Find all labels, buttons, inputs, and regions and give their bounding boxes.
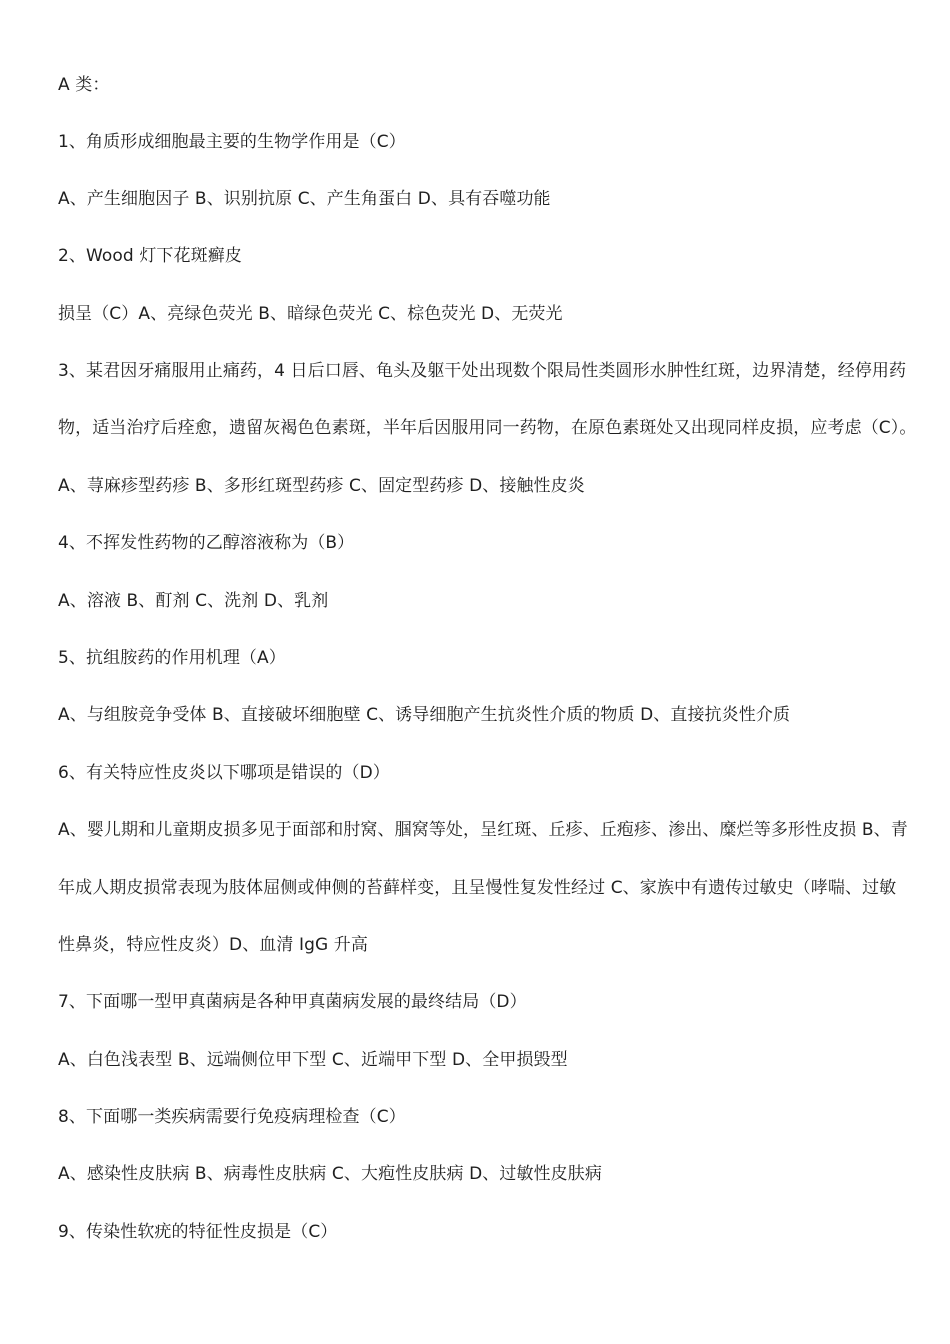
text-line-q3-part1: 3、某君因牙痛服用止痛药，4 日后口唇、龟头及躯干处出现数个限局性类圆形水肿性红斑，边界清楚，经停用药: [58, 361, 907, 381]
text-line-q8-options: A、感染性皮肤病 B、病毒性皮肤病 C、大疱性皮肤病 D、过敏性皮肤病: [58, 1164, 602, 1184]
text-line-q1: 1、角质形成细胞最主要的生物学作用是（C）: [58, 132, 406, 152]
text-line-q2-options: 损呈（C）A、亮绿色荧光 B、暗绿色荧光 C、棕色荧光 D、无荧光: [58, 304, 563, 324]
text-line-q6-options-2: 年成人期皮损常表现为肢体屈侧或伸侧的苔藓样变，且呈慢性复发性经过 C、家族中有遗传过敏史（哮喘、过敏: [58, 878, 897, 898]
text-line-q2: 2、Wood 灯下花斑癣皮: [58, 246, 242, 266]
text-line-q4: 4、不挥发性药物的乙醇溶液称为（B）: [58, 533, 355, 553]
text-line-q8: 8、下面哪一类疾病需要行免疫病理检查（C）: [58, 1107, 406, 1127]
text-line-q3-options: A、荨麻疹型药疹 B、多形红斑型药疹 C、固定型药疹 D、接触性皮炎: [58, 476, 585, 496]
text-line-q6-options-1: A、婴儿期和儿童期皮损多见于面部和肘窝、腘窝等处，呈红斑、丘疹、丘疱疹、渗出、糜烂等多形性皮损 B、青: [58, 820, 908, 840]
text-line-heading: A 类：: [58, 75, 110, 95]
text-line-q6-options-3: 性鼻炎，特应性皮炎）D、血清 IgG 升高: [58, 935, 368, 955]
text-line-q1-options: A、产生细胞因子 B、识别抗原 C、产生角蛋白 D、具有吞噬功能: [58, 189, 551, 209]
text-line-q3-part2: 物，适当治疗后痊愈，遗留灰褐色色素斑，半年后因服用同一药物，在原色素斑处又出现同样皮损，应考虑（C）。: [58, 418, 917, 438]
text-line-q5: 5、抗组胺药的作用机理（A）: [58, 648, 286, 668]
text-line-q7-options: A、白色浅表型 B、远端侧位甲下型 C、近端甲下型 D、全甲损毁型: [58, 1050, 568, 1070]
text-line-q6: 6、有关特应性皮炎以下哪项是错误的（D）: [58, 763, 390, 783]
text-line-q9: 9、传染性软疣的特征性皮损是（C）: [58, 1222, 338, 1242]
text-line-q4-options: A、溶液 B、酊剂 C、洗剂 D、乳剂: [58, 591, 329, 611]
text-line-q7: 7、下面哪一型甲真菌病是各种甲真菌病发展的最终结局（D）: [58, 992, 527, 1012]
text-line-q5-options: A、与组胺竞争受体 B、直接破坏细胞壁 C、诱导细胞产生抗炎性介质的物质 D、直接抗炎性介质: [58, 705, 791, 725]
